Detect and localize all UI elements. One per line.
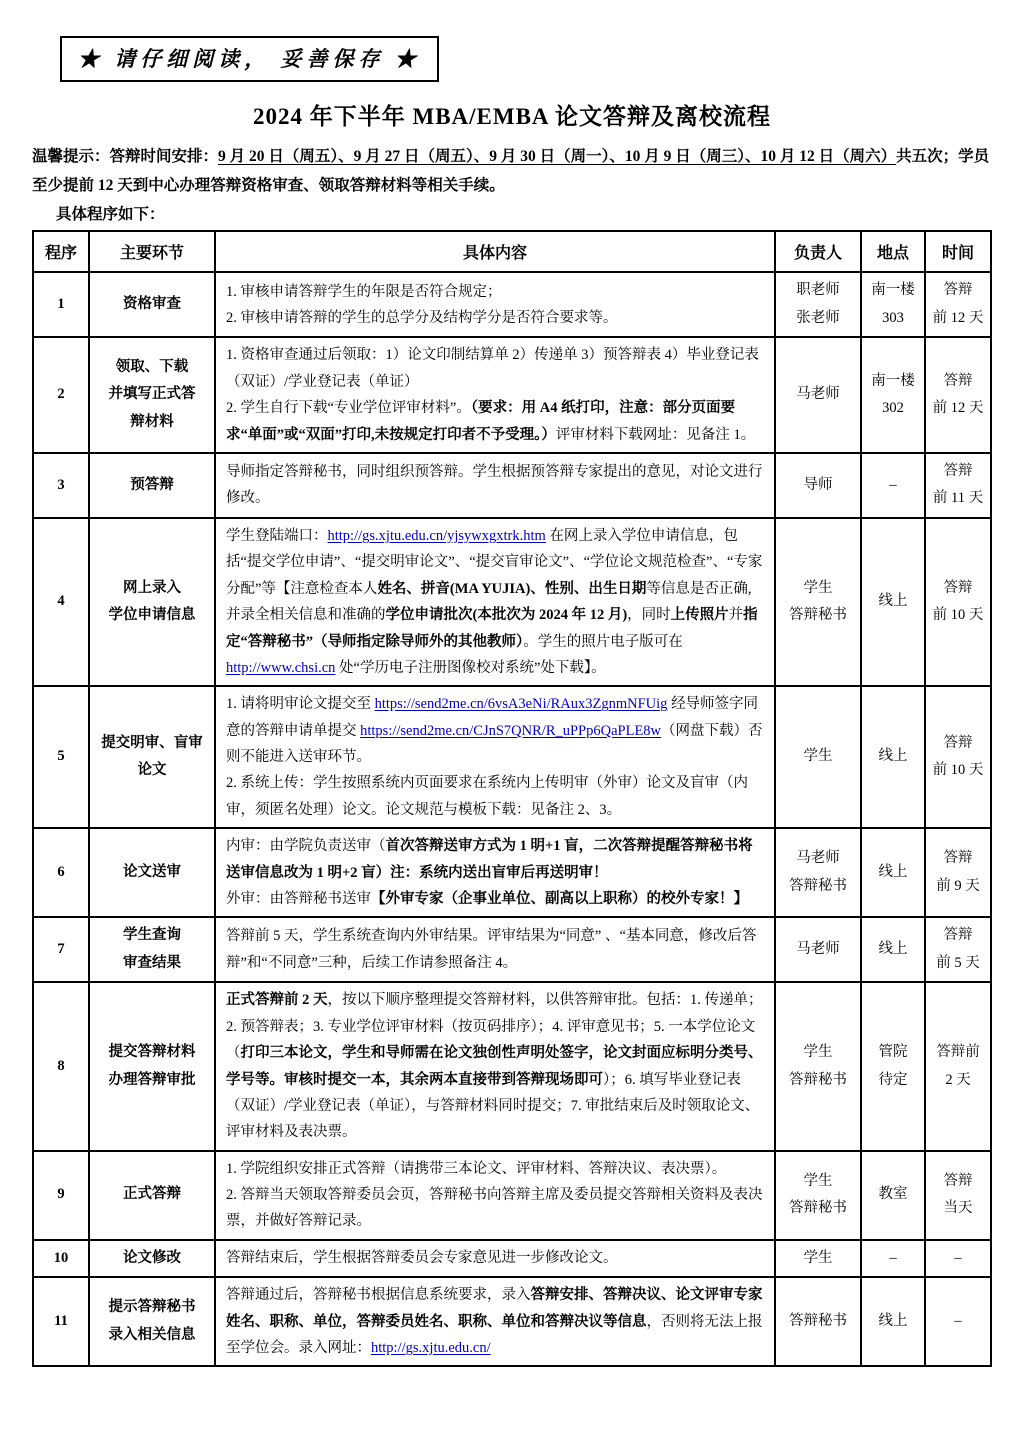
cell-line: 辩材料 [130, 413, 174, 430]
text-segment: 在网上录入学位申请信息，包括“提交学位申请”、“提交明审论文”、“提交盲审论文”、“学位论文规范检查”、“专家分配”等【注意检查本人 [226, 528, 763, 597]
cell-location [861, 1151, 925, 1240]
column-header: 时间 [925, 231, 991, 272]
text-segment: 1. 资格审查通过后领取：1）论文印制结算单 2）传递单 3）预答辩表 4）毕业登记表（双证）/学业登记表（单证） [226, 347, 759, 390]
cell-step-name [89, 518, 215, 686]
cell-line: 线上 [878, 748, 908, 765]
cell-line: 答辩秘书 [789, 1313, 847, 1330]
cell-step-details [215, 917, 775, 982]
cell-step-name [89, 1151, 215, 1240]
notice-label: 温馨提示： [32, 148, 110, 165]
cell-line: 论文 [137, 762, 167, 779]
table-row [33, 337, 991, 453]
process-table [32, 230, 992, 1367]
text-segment: 上传照片 [670, 607, 729, 624]
defense-dates: 9 月 20 日（周五）、9 月 27 日（周五）、9 月 30 日（周一）、10 月 9 日（周三）、10 月 12 日（周六） [218, 148, 897, 165]
text-segment: 首次答辩送审方式为 1 明+1 盲，二次答辩提醒答辩秘书将送审信息改为 1 明+2 盲）注：系统内送出盲审后再送明审！ [226, 838, 753, 881]
cell-line: 线上 [878, 863, 908, 880]
cell-line: 管院 [878, 1043, 908, 1060]
table-row [33, 453, 991, 518]
cell-line: 答辩前 [936, 1043, 980, 1060]
cell-line: 提交明审、盲审 [101, 734, 203, 751]
text-segment: 等信息是否正确,并录全相关信息和准确的 [226, 580, 752, 624]
detail-paragraph [226, 395, 764, 448]
cell-step-name [89, 453, 215, 518]
text-segment: 2. 系统上传：学生按照系统内页面要求在系统内上传明审（外审）论文及盲审（内审，须匿名处理）论文。论文规范与模板下载：见备注 2、3。 [226, 775, 748, 818]
cell-step-number: 7 [33, 917, 89, 982]
cell-step-number: 2 [33, 337, 89, 453]
detail-paragraph [226, 923, 764, 976]
cell-step-details [215, 518, 775, 686]
detail-paragraph [226, 342, 764, 395]
cell-line: 并填写正式答 [108, 386, 196, 403]
cell-line: 线上 [878, 941, 908, 958]
text-segment: 1. 学院组织安排正式答辩（请携带三本论文、评审材料、答辩决议、表决票）。 [226, 1160, 727, 1177]
detail-paragraph [226, 691, 764, 770]
cell-line: – [889, 476, 897, 493]
text-segment: 1. 审核申请答辩学生的年限是否符合规定； [226, 283, 502, 300]
text-segment: 评审材料下载网址：见备注 1。 [555, 426, 756, 443]
cell-line: 答辩 [943, 372, 973, 389]
notice-lead: 答辩时间安排： [109, 148, 219, 165]
cell-line: 学生 [803, 748, 833, 765]
detail-paragraph [226, 770, 764, 823]
cell-step-details [215, 1240, 775, 1278]
cell-time [925, 982, 991, 1150]
text-segment: （要求：用 A4 纸打印，注意：部分页面要求“单面”或“双面”打印,未按规定打印者不予受理。） [226, 400, 736, 443]
table-header-row [33, 231, 991, 272]
text-segment: 处“学历电子注册图像校对系统”处下载】。 [335, 659, 606, 676]
cell-step-number: 1 [33, 272, 89, 337]
text-segment: 学位申请批次(本批次为 2024 年 12 月) [385, 607, 628, 624]
cell-location [861, 686, 925, 828]
cell-time [925, 337, 991, 453]
cell-line: 答辩 [943, 927, 973, 944]
hyperlink[interactable]: http://gs.xjtu.edu.cn/yjsywxgxtrk.htm [327, 528, 546, 545]
table-row [33, 982, 991, 1150]
cell-owner [775, 518, 861, 686]
cell-step-number: 8 [33, 982, 89, 1150]
hyperlink[interactable]: http://gs.xjtu.edu.cn/ [371, 1340, 491, 1357]
cell-line: 提交答辩材料 [108, 1043, 196, 1060]
cell-line: 答辩 [943, 579, 973, 596]
cell-time [925, 453, 991, 518]
detail-paragraph [226, 987, 764, 1145]
table-row [33, 272, 991, 337]
detail-paragraph [226, 305, 764, 331]
cell-line: 南一楼 [871, 282, 915, 299]
cell-line: 前 10 天 [932, 607, 984, 624]
hyperlink[interactable]: http://www.chsi.cn [226, 659, 336, 676]
cell-line: 审查结果 [123, 954, 181, 971]
cell-line: 领取、下载 [115, 358, 189, 375]
cell-line: 答辩秘书 [789, 1071, 847, 1088]
cell-time [925, 828, 991, 917]
cell-owner [775, 453, 861, 518]
cell-line: 答辩秘书 [789, 877, 847, 894]
table-row [33, 518, 991, 686]
cell-line: 正式答辩 [123, 1186, 181, 1203]
cell-line: 答辩秘书 [789, 607, 847, 624]
notice-tail: 共五次；学员至少提前 12 天到中心办理答辩资格审查、领取答辩材料等相关手续。 [32, 148, 990, 194]
cell-line: 论文修改 [123, 1249, 181, 1266]
cell-location [861, 272, 925, 337]
column-header: 负责人 [775, 231, 861, 272]
column-header: 程序 [33, 231, 89, 272]
text-segment: 答辩安排、答辩决议、论文评审专家姓名、职称、单位，答辩委员姓名、职称、单位和答辩决议等信息 [226, 1287, 763, 1330]
cell-time [925, 1151, 991, 1240]
text-segment: 指定“答辩秘书”（导师指定除导师外的其他教师） [226, 607, 758, 650]
text-segment: 【外审专家（企事业单位、副高以上职称）的校外专家！】 [371, 890, 748, 907]
cell-line: 职老师 [796, 282, 840, 299]
cell-time [925, 1277, 991, 1366]
cell-line: 前 9 天 [936, 877, 980, 894]
text-segment: 外审：由答辩秘书送审 [226, 890, 371, 907]
cell-line: 前 12 天 [932, 400, 984, 417]
cell-line: 提示答辩秘书 [108, 1299, 196, 1316]
notice-paragraph [32, 143, 992, 200]
table-row [33, 1151, 991, 1240]
cell-line: 预答辩 [130, 476, 174, 493]
text-segment: 并 [728, 607, 744, 624]
cell-step-details [215, 828, 775, 917]
detail-paragraph [226, 886, 764, 912]
hyperlink[interactable]: https://send2me.cn/CJnS7QNR/R_uPPp6QaPLE8w [360, 722, 662, 739]
cell-line: 前 5 天 [936, 954, 980, 971]
cell-line: 张老师 [796, 309, 840, 326]
text-segment: 打印三本论文，学生和导师需在论文独创性声明处签字，论文封面应标明分类号、学号等。审核时提交一本，其余两本直接带到答辩现场即可 [226, 1045, 763, 1088]
cell-owner [775, 828, 861, 917]
cell-time [925, 917, 991, 982]
cell-line: 答辩 [943, 282, 973, 299]
detail-paragraph [226, 279, 764, 305]
cell-line: 待定 [878, 1071, 908, 1088]
cell-line: 当天 [943, 1200, 973, 1217]
cell-step-number: 10 [33, 1240, 89, 1278]
text-segment: 2. 答辩当天领取答辩委员会页，答辩秘书向答辩主席及委员提交答辩相关资料及表决票，并做好答辩记录。 [226, 1187, 763, 1230]
cell-step-name [89, 828, 215, 917]
detail-paragraph [226, 1182, 764, 1235]
cell-step-details [215, 272, 775, 337]
cell-owner [775, 1277, 861, 1366]
cell-location [861, 1240, 925, 1278]
cell-step-number: 11 [33, 1277, 89, 1366]
cell-step-details [215, 337, 775, 453]
cell-line: 马老师 [796, 850, 840, 867]
table-row [33, 686, 991, 828]
cell-line: 学生 [803, 1249, 833, 1266]
page-title: 2024 年下半年 MBA/EMBA 论文答辩及离校流程 [252, 104, 772, 129]
cell-line: 2 天 [945, 1071, 971, 1088]
cell-line: 线上 [878, 1313, 908, 1330]
cell-location [861, 518, 925, 686]
cell-step-name [89, 272, 215, 337]
cell-line: 302 [882, 400, 904, 417]
cell-owner [775, 982, 861, 1150]
text-segment: 正式答辩前 2 天 [226, 992, 328, 1009]
cell-step-name [89, 982, 215, 1150]
table-row [33, 1277, 991, 1366]
cell-step-number: 9 [33, 1151, 89, 1240]
cell-line: 论文送审 [123, 863, 181, 880]
cell-line: 答辩秘书 [789, 1200, 847, 1217]
banner-text: ★ 请仔细阅读， 妥善保存 ★ [78, 47, 421, 71]
cell-owner [775, 686, 861, 828]
text-segment: （网盘下载）否则不能进入送审环节。 [226, 722, 763, 766]
cell-location [861, 453, 925, 518]
cell-line: 答辩 [943, 1172, 973, 1189]
cell-line: 录入相关信息 [108, 1326, 196, 1343]
table-row [33, 917, 991, 982]
cell-step-number: 6 [33, 828, 89, 917]
cell-step-number: 3 [33, 453, 89, 518]
cell-step-details [215, 453, 775, 518]
cell-owner [775, 1240, 861, 1278]
cell-line: 前 12 天 [932, 309, 984, 326]
detail-paragraph [226, 833, 764, 886]
column-header: 地点 [861, 231, 925, 272]
cell-time [925, 518, 991, 686]
cell-step-name [89, 917, 215, 982]
cell-line: 导师 [803, 476, 833, 493]
cell-line: 学生 [803, 1043, 833, 1060]
hyperlink[interactable]: https://send2me.cn/6vsA3eNi/RAux3ZgnmNFUig [374, 696, 668, 713]
text-segment: 。学生的照片电子版可在 [523, 633, 683, 650]
process-table-body [33, 272, 991, 1366]
cell-time [925, 686, 991, 828]
cell-line: 南一楼 [871, 372, 915, 389]
text-segment: ，同时 [627, 607, 671, 624]
column-header: 具体内容 [215, 231, 775, 272]
cell-line: 答辩 [943, 462, 973, 479]
cell-location [861, 337, 925, 453]
detail-paragraph [226, 523, 764, 681]
cell-line: 答辩 [943, 850, 973, 867]
cell-owner [775, 272, 861, 337]
cell-line: 资格审查 [123, 296, 181, 313]
cell-step-name [89, 337, 215, 453]
cell-time [925, 272, 991, 337]
cell-location [861, 1277, 925, 1366]
cell-line: 马老师 [796, 386, 840, 403]
text-segment: ）；6. 填写毕业登记表（双证）/学业登记表（单证），与答辩材料同时提交；7. 审批结束后及时领取论文、评审材料及表决票。 [226, 1071, 760, 1141]
cell-owner [775, 1151, 861, 1240]
cell-owner [775, 337, 861, 453]
cell-step-details [215, 982, 775, 1150]
table-row [33, 828, 991, 917]
table-row [33, 1240, 991, 1278]
text-segment: 2. 学生自行下载“专业学位评审材料”。 [226, 400, 471, 417]
text-segment: 学生登陆端口： [226, 528, 328, 545]
cell-line: 马老师 [796, 941, 840, 958]
text-segment: 答辩前 5 天，学生系统查询内外审结果。评审结果为“同意” 、“基本同意，修改后答辩”和“不同意”三种，后续工作请参照备注 4。 [226, 928, 757, 971]
cell-step-number: 5 [33, 686, 89, 828]
read-carefully-banner [60, 36, 439, 82]
detail-paragraph [226, 1245, 764, 1271]
cell-line: 网上录入 [123, 579, 181, 596]
cell-line: 办理答辩审批 [108, 1071, 196, 1088]
text-segment: ，按以下顺序整理提交答辩材料，以供答辩审批。包括：1. 传递单；2. 预答辩表；3. 专业学位评审材料（按页码排序）；4. 评审意见书；5. 一本学位论文（ [226, 992, 763, 1062]
cell-location [861, 917, 925, 982]
cell-line: 前 10 天 [932, 762, 984, 779]
detail-paragraph [226, 1282, 764, 1361]
cell-line: – [954, 1313, 962, 1330]
detail-paragraph [226, 459, 764, 512]
text-segment: 2. 审核申请答辩的学生的总学分及结构学分是否符合要求等。 [226, 309, 618, 326]
cell-step-name [89, 1240, 215, 1278]
text-segment: 导师指定答辩秘书，同时组织预答辩。学生根据预答辩专家提出的意见，对论文进行修改。 [226, 464, 763, 507]
cell-step-details [215, 686, 775, 828]
text-segment: 经导师签字同意的答辩申请单提交 [226, 696, 759, 739]
cell-line: 线上 [878, 593, 908, 610]
cell-location [861, 982, 925, 1150]
text-segment: 答辩结束后，学生根据答辩委员会专家意见进一步修改论文。 [226, 1250, 618, 1267]
text-segment: 1. 请将明审论文提交至 [226, 696, 375, 713]
text-segment: 答辩通过后，答辩秘书根据信息系统要求，录入 [226, 1287, 531, 1304]
cell-step-name [89, 1277, 215, 1366]
cell-owner [775, 917, 861, 982]
cell-step-name [89, 686, 215, 828]
cell-line: 答辩 [943, 734, 973, 751]
cell-step-details [215, 1151, 775, 1240]
cell-line: 学生查询 [123, 927, 181, 944]
cell-line: 学生 [803, 1172, 833, 1189]
cell-line: – [954, 1249, 962, 1266]
text-segment: 姓名、拼音(MA YUJIA)、性别、出生日期 [377, 580, 647, 597]
detail-paragraph [226, 1156, 764, 1182]
cell-line: 教室 [878, 1186, 908, 1203]
procedure-label: 具体程序如下： [56, 206, 165, 224]
cell-time [925, 1240, 991, 1278]
cell-step-details [215, 1277, 775, 1366]
cell-line: 学位申请信息 [108, 607, 196, 624]
cell-line: 前 11 天 [932, 490, 984, 507]
cell-line: – [889, 1249, 897, 1266]
text-segment: 内审：由学院负责送审（ [226, 838, 386, 855]
column-header: 主要环节 [89, 231, 215, 272]
cell-location [861, 828, 925, 917]
cell-step-number: 4 [33, 518, 89, 686]
cell-line: 学生 [803, 579, 833, 596]
cell-line: 303 [882, 309, 904, 326]
text-segment: ，否则将无法上报至学位会。录入网址： [226, 1313, 763, 1357]
